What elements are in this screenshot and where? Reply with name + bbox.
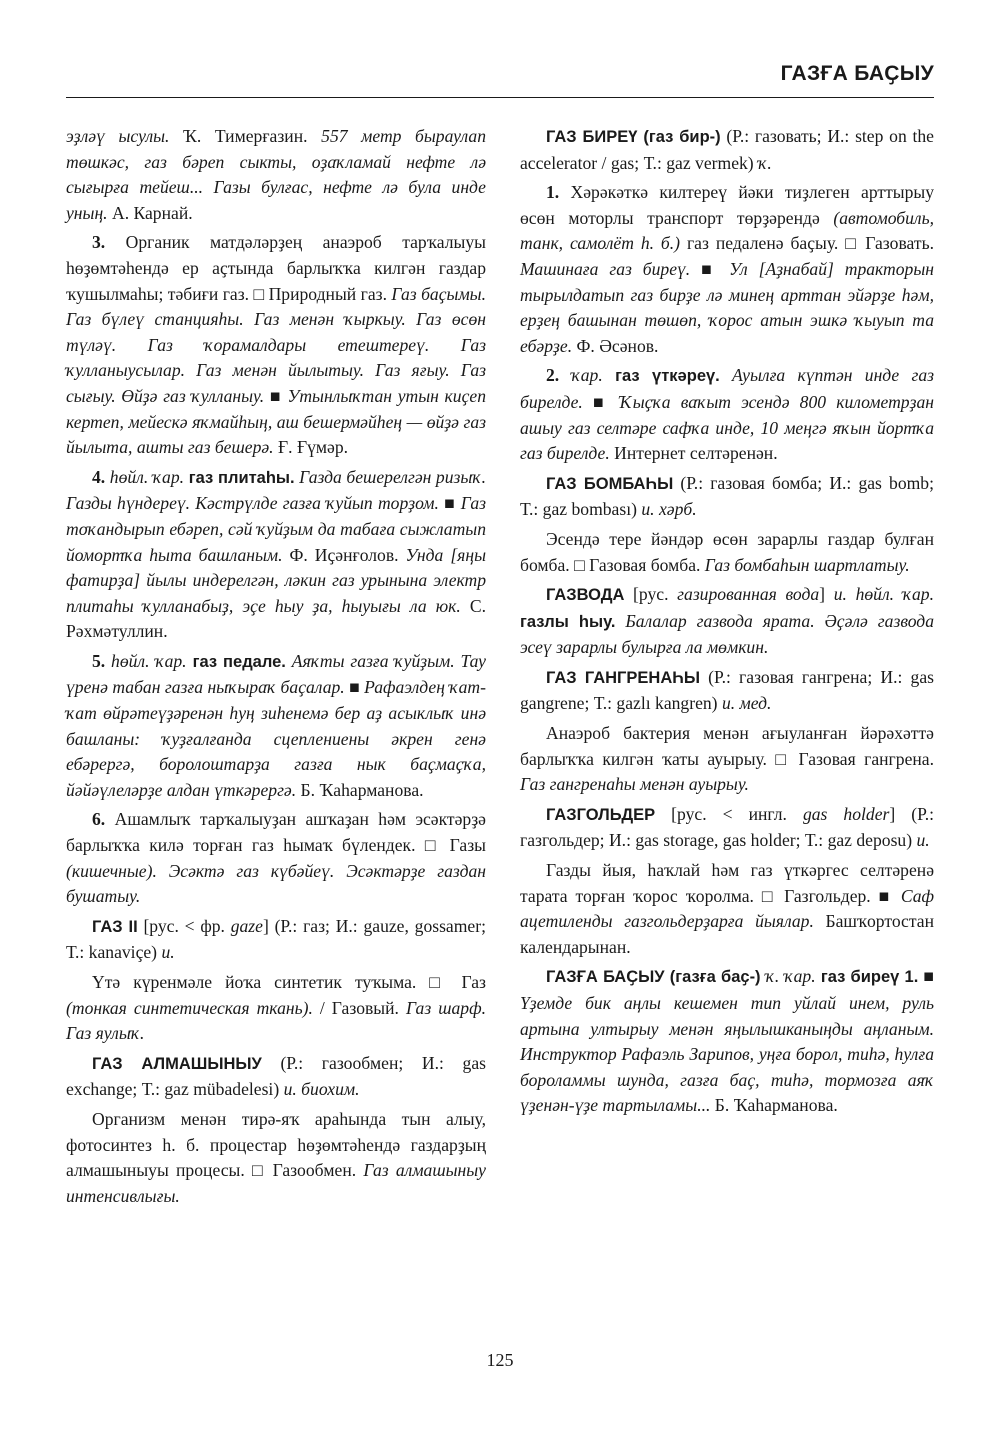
right-column [520, 124, 934, 1123]
headword-gaz-almashynyu: ГАЗ АЛМАШЫНЫУ (Р.: газообмен; И.: gas exchange; Т.: gaz mübadelesi) и. биохим. [66, 1052, 486, 1100]
sense-5: 5. һөйл. ҡар. газ педале. Аяҡты газға ҡуйҙым. Тау үренә табан газға ныҡыраҡ баҫалар. ■ Рафаэлдең ҡат-ҡат өйрәтеүҙәренән һуң зиһенемә бер аҙ асыклыҡ инә башланы: ҡуҙғалғанда сцеплениены әкрен генә ебәрергә, боролоштарҙа газға нык баҫмаҫҡа, йәйәүлеләрҙе алдан үткәрергә. Б. Ҡаһарманова. [66, 650, 486, 800]
definition-paragraph: Үтә күренмәле йоҡа синтетик туҡыма. □ Газ (тонкая синтетическая ткань). / Газовый. Газ шарф. Газ яулыҡ. [66, 972, 486, 1044]
definition-paragraph: Эсендә тере йәндәр өсөн зарарлы газдар булған бомба. □ Газовая бомба. Газ бомбаһын шартлатыу. [520, 528, 934, 575]
headword-gazvoda: ГАЗВОДА [рус. газированная вода] и. һөйл. ҡар. газлы һыу. Балалар газвода ярата. Әҫәлә газвода эсеү зарарлы булырға ла мөмкин. [520, 584, 934, 658]
header-rule [66, 97, 934, 98]
sense-1: 1. Хәрәкәткә килтереү йәки тиҙлеген арттырыу өсөн моторлы транспорт төрҙәрендә (автомобиль, танк, самолёт һ. б.) газ педаленә баҫыу. □ Газовать. Машинаға газ биреү. ■ Ул [Аҙнабай] тракторын тырылдатып газ бирҙе лә минең арттан эйәрҙе һәм, ерҙең башынан төшөп, ҡорос атын эшкә ҡыуып та ебәрҙе. Ф. Әсәнов. [520, 182, 934, 356]
headword-gaz-bireu: ГАЗ БИРЕҮ (газ бир-) (Р.: газовать; И.: step on the accelerator / gas; Т.: gaz vermek) ҡ. [520, 126, 934, 173]
headword-gazga-basyu: ГАЗҒА БАҪЫУ (газға баҫ-) ҡ. ҡар. газ биреү 1. ■ Үҙемде бик аңлы кешемен тип уйлай инем, руль артына ултырыу менән яңылышканыңды аңланым. Инструктор Рафаэль Зарипов, уңға борол, тиһә, һулға бороламмы шунда, газға баҫ, тиһә, тормозға аяҡ үҙенән-үҙе тартыламы... Б. Ҡаһарманова. [520, 966, 935, 1116]
headword-gazgolder: ГАЗГОЛЬДЕР [рус. < ингл. gas holder] (Р.: газгольдер; И.: gas storage, gas holder; Т.: gaz deposu) и. [520, 803, 934, 851]
definition-paragraph: Анаэроб бактерия менән ағыуланған йәрәхәттә барлыҡҡа килгән ҡаты ауырыу. □ Газовая гангрена. Газ гангренаһы менән ауырыу. [520, 723, 934, 795]
headword-gaz-gangrenahy: ГАЗ ГАНГРЕНАҺЫ (Р.: газовая гангрена; И.: gas gangrene; Т.: gazlı kangren) и. мед. [520, 666, 934, 714]
definition-paragraph: Организм менән тирә-яҡ араһында тын алыу, фотосинтез һ. б. процестар һөҙөмтәһендә газдарҙың алмашыныуы процесы. □ Газообмен. Газ алмашыныу интенсивлығы. [66, 1108, 486, 1206]
definition-paragraph: Газды йыя, һаҡлай һәм газ үткәргес селтәренә тарата торған ҡорос ҡоролма. □ Газгольдер. ■ Саф ацетиленды газгольдерҙарға йыялар. Башҡортостан календарынан. [520, 860, 934, 957]
headword-gaz-2: ГАЗ II [рус. < фр. gaze] (Р.: газ; И.: gauze, gossamer; Т.: kanaviçe) и. [66, 915, 486, 963]
running-header: ГАЗҒА БАҪЫУ [780, 62, 934, 85]
sense-6: 6. Ашамлыҡ тарҡалыуҙан ашҡаҙан һәм эсәктәрҙә барлыҡҡа килә торған газ һымаҡ бүлендек. □ Газы (кишечные). Эсәктә газ күбәйеү. Эсәктәрҙе газдан бушатыу. [66, 809, 486, 907]
headword-gaz-bombahy: ГАЗ БОМБАҺЫ (Р.: газовая бомба; И.: gas bomb; Т.: gaz bombası) и. хәрб. [520, 472, 934, 520]
sense-4: 4. һөйл. ҡар. газ плитаһы. Газда бешерелгән ризыҡ. Газды һүндереү. Кәстрүлде газға ҡуйып торҙом. ■ Газ тоҡандырып ебәреп, сәй ҡуйҙым да табаға сыжлатып йомортҡа һыта башланым. Ф. Иҫәнғолов. Унда [яңы фатирҙа] йылы индерелгән, ләкин газ урынына электр плитаһы ҡулланабыҙ, эҫе һыу ҙа, һыуығы ла юк. С. Рәхмәтуллин. [66, 466, 486, 642]
sense-2: 2. ҡар. газ үткәреү. Ауылға күптән инде газ бирелде. ■ Ҡыҫҡа ваҡыт эсендә 800 километрҙан ашыу газ селтәре сафҡа инде, 10 меңгә яҡын йортҡа газ бирелде. Интернет селтәренән. [520, 365, 934, 464]
entry-paragraph: эҙләү ысулы. Ҡ. Тимерғазин. 557 метр быраулап төшкәс, газ бәреп сыкты, оҙаҡламай нефте лә сығырға тейеш... Газы булғас, нефте лә була инде уның. А. Карнай. [66, 126, 486, 223]
page-number: 125 [486, 1350, 514, 1370]
sense-3: 3. Органик матдәләрҙең анаэроб тарҡалыуы һөҙөмтәһендә ер аҫтында барлыҡҡа килгән газдар ҡушылмаһы; тәбиғи газ. □ Природный газ. Газ баҫымы. Газ бүлеү станцияһы. Газ менән ҡыркыу. Газ өсөн түләү. Газ ҡорамалдары етештереү. Газ ҡулланыусылар. Газ менән йылытыу. Газ яғыу. Газ сығыу. Өйҙә газ ҡулланыу. ■ Утынлыҡтан утын киҫеп кертеп, мейескә яҡмайһың, аш бешермәйһең — өйҙә газ йылыта, ашты газ бешерә. Ғ. Ғүмәр. [66, 232, 486, 458]
left-column [66, 124, 486, 1213]
